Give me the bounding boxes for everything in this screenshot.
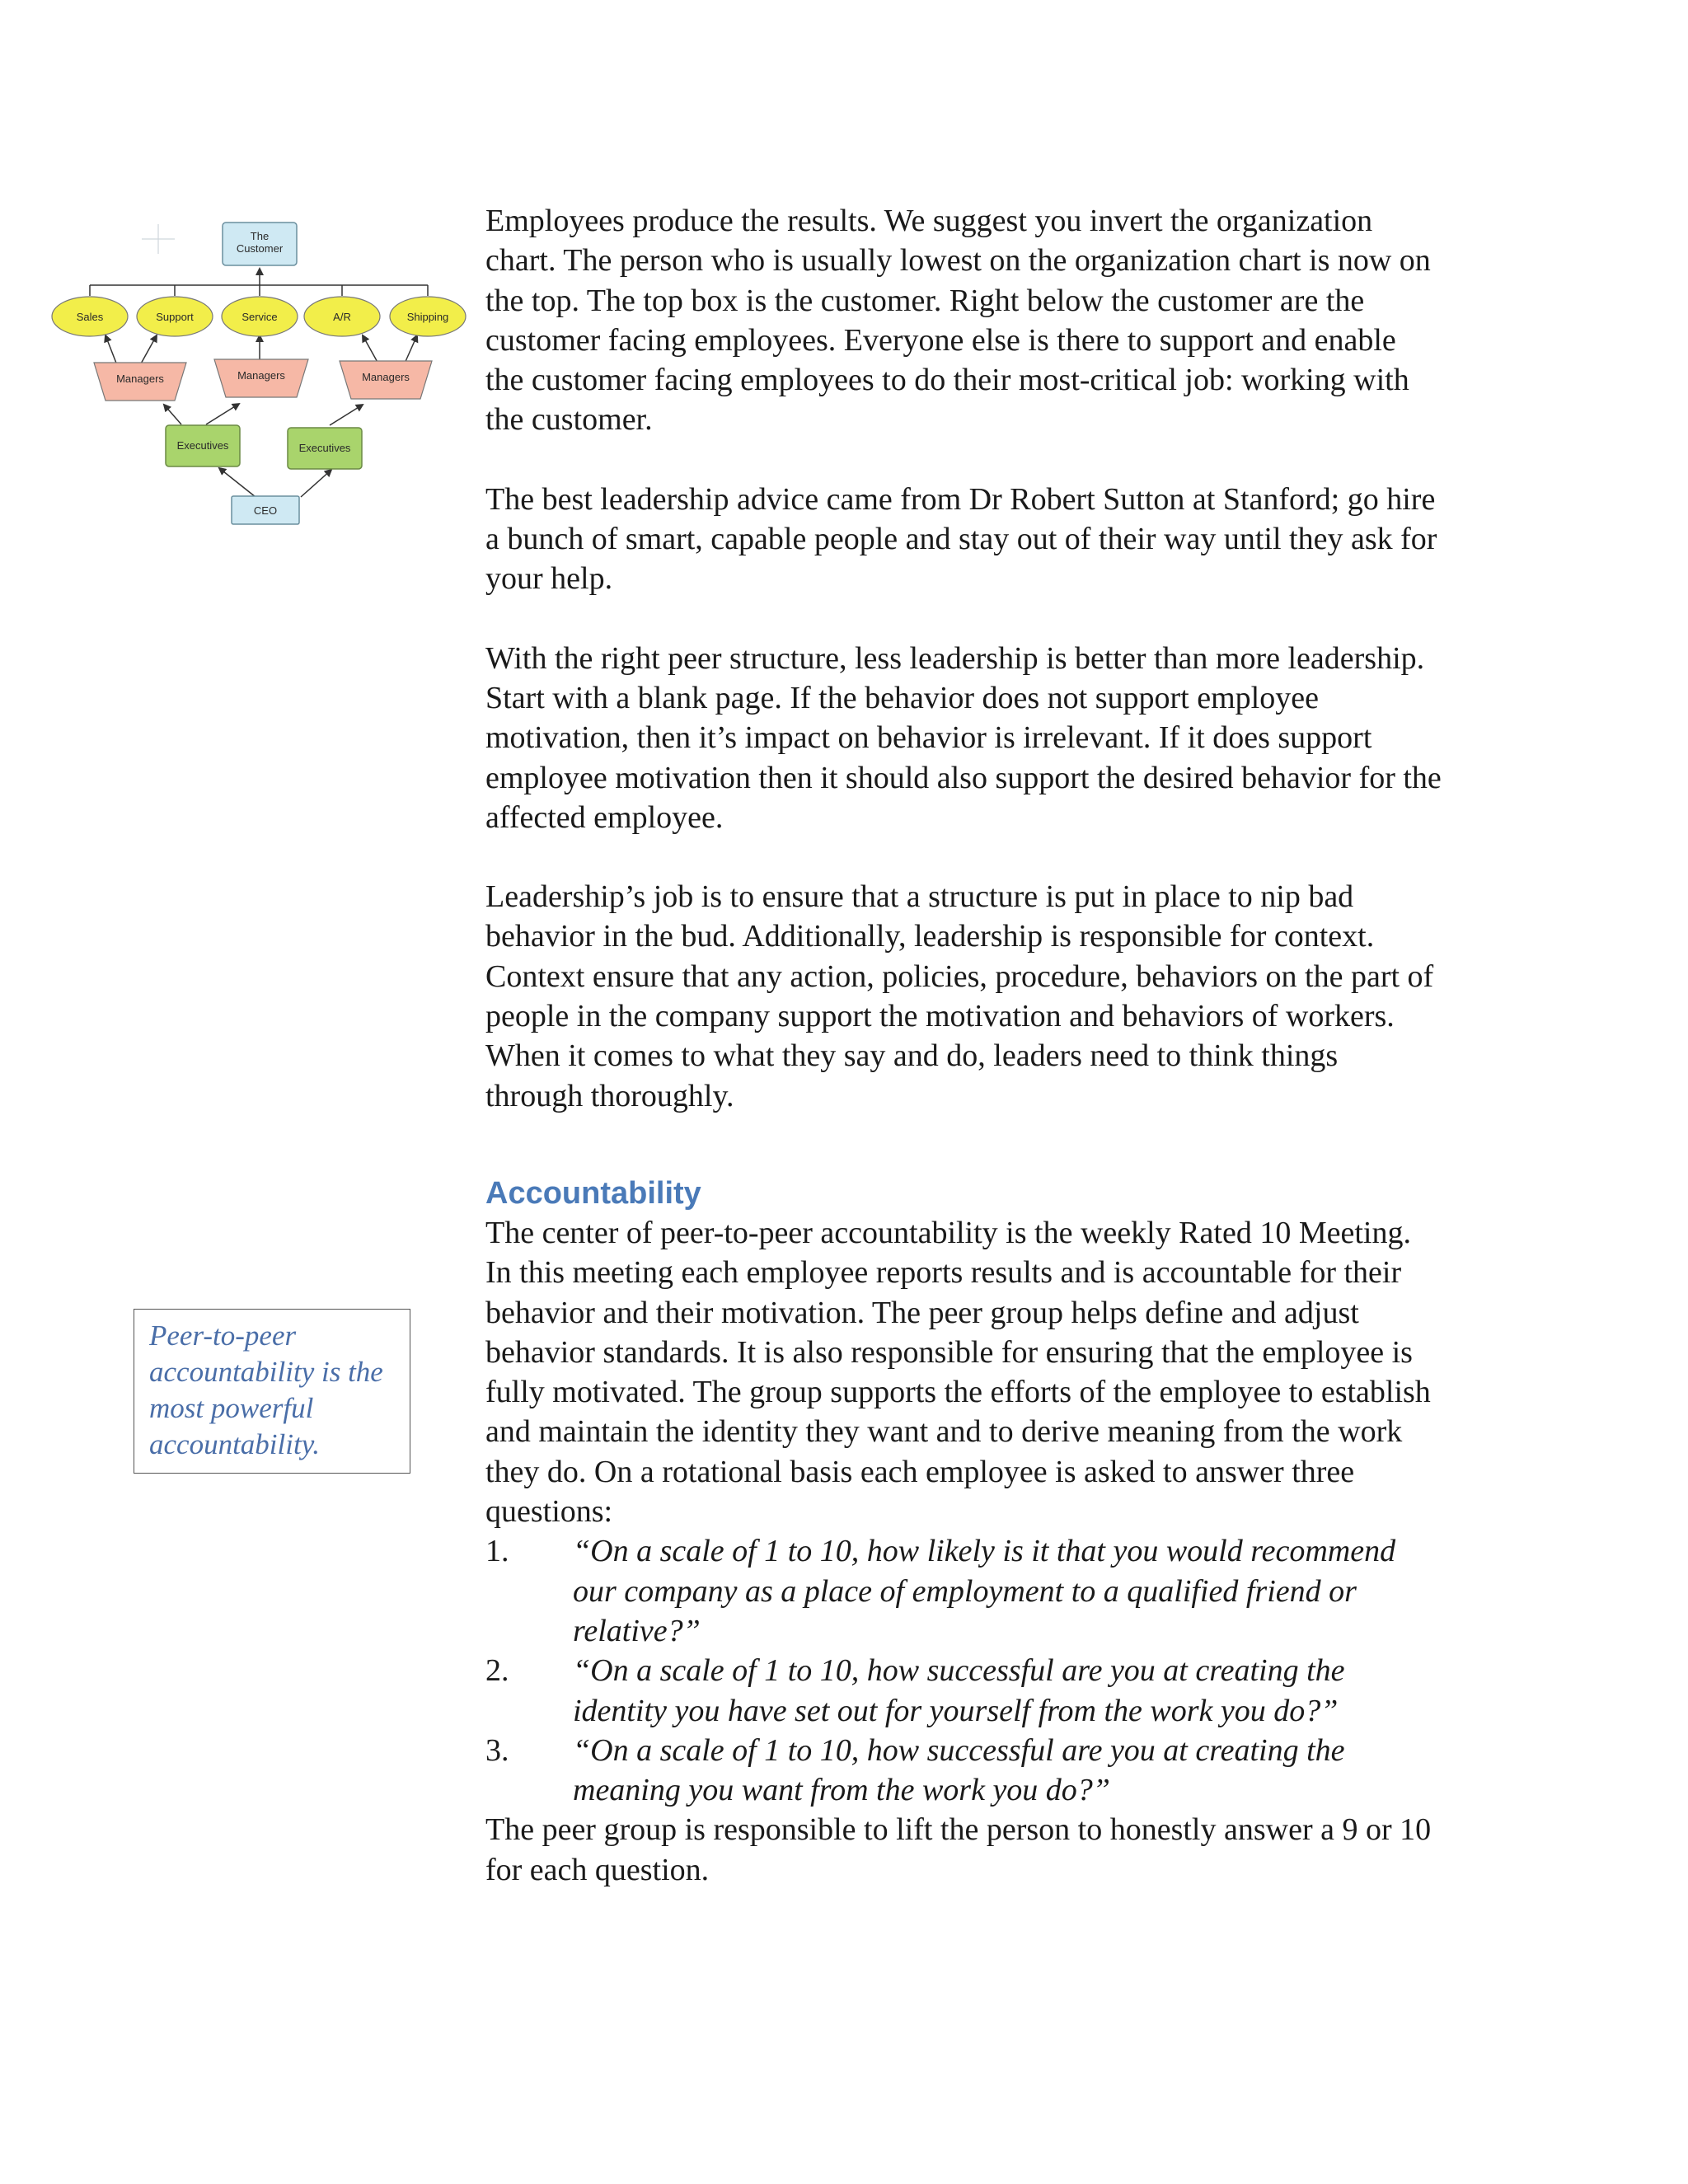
employee-node-ar	[304, 297, 380, 336]
executive-node-1	[166, 425, 240, 466]
svg-text:Executives: Executives	[176, 439, 229, 452]
employee-node-sales	[52, 297, 128, 336]
paragraph-inverted-org: Employees produce the results. We suggest you invert the organization chart. The person who is usually lowest on the organization chart is now on the top. The top box is the customer. Right below the customer are the customer facing employees. Everyone else is there to support and enable the customer facing employees to do their most-critical job: working with the customer.	[485, 204, 1431, 438]
svg-text:Support: Support	[156, 311, 194, 323]
question-item	[485, 1731, 1442, 1811]
svg-text:Executives: Executives	[298, 442, 351, 454]
executives-row	[166, 425, 362, 469]
svg-text:A/R: A/R	[333, 311, 351, 323]
employee-node-shipping	[390, 297, 466, 336]
paragraph-leadership-job: Leadership’s job is to ensure that a structure is put in place to nip bad behavior in the bud. Additionally, leadership is responsible for context. Context ensure that any action, policies, procedure, behaviors on the part of people in the company support the motivation and behaviors of workers. When it comes to what they say and do, leaders need to think things through thoroughly.	[485, 879, 1434, 1113]
question-text: “On a scale of 1 to 10, how likely is it that you would recommend our company as a place of employment to a qualified friend or relative?”	[573, 1534, 1396, 1648]
pull-quote-text: Peer-to-peer accountability is the most powerful accountability.	[149, 1319, 383, 1460]
main-content	[485, 201, 1442, 1890]
customer-label-line2: Customer	[236, 242, 284, 255]
svg-text:Managers: Managers	[237, 369, 285, 382]
executive-node-2	[288, 428, 362, 469]
employee-row	[52, 297, 466, 336]
question-text: “On a scale of 1 to 10, how successful are you at creating the identity you have set out for yourself from the work you do?”	[573, 1653, 1345, 1728]
question-list	[485, 1531, 1442, 1810]
paragraph-closing: The peer group is responsible to lift the person to honestly answer a 9 or 10 for each question.	[485, 1812, 1432, 1887]
paragraph-accountability-intro: The center of peer-to-peer accountability is the weekly Rated 10 Meeting. In this meeting each employee reports results and is accountable for their behavior and their motivation. The peer group helps define and adjust behavior standards. It is also responsible for ensuring that the employee is fully motivated. The group supports the efforts of the employee to establish and maintain the identity they want and to derive meaning from the work they do. On a rotational basis each employee is asked to answer three questions:	[485, 1215, 1431, 1530]
paragraph-leadership-advice: The best leadership advice came from Dr Robert Sutton at Stanford; go hire a bunch of smart, capable people and stay out of their way until they ask for your help.	[485, 481, 1437, 597]
employee-node-service	[222, 297, 298, 336]
svg-text:Shipping: Shipping	[406, 311, 449, 323]
question-number: 2.	[485, 1653, 509, 1689]
svg-text:Managers: Managers	[362, 371, 410, 383]
section-heading-accountability: Accountability	[485, 1175, 701, 1211]
managers-row	[94, 359, 432, 401]
sidebar-pull-quote	[134, 1309, 410, 1474]
crosshair-mark	[142, 224, 175, 254]
svg-text:Sales: Sales	[76, 311, 104, 323]
manager-node-2	[214, 359, 308, 397]
svg-text:Managers: Managers	[116, 373, 164, 385]
svg-text:Service: Service	[241, 311, 278, 323]
customer-box	[223, 223, 297, 265]
svg-text:CEO: CEO	[253, 504, 278, 517]
question-number: 1.	[485, 1534, 509, 1569]
question-item	[485, 1531, 1442, 1651]
question-number: 3.	[485, 1732, 509, 1768]
manager-node-1	[94, 363, 186, 401]
manager-node-3	[340, 361, 432, 399]
question-item	[485, 1651, 1442, 1731]
inverted-org-chart	[49, 206, 478, 536]
employee-node-support	[137, 297, 213, 336]
question-text: “On a scale of 1 to 10, how successful are you at creating the meaning you want from the work you do?”	[573, 1732, 1345, 1808]
ceo-box	[232, 496, 299, 524]
customer-label-line1: The	[250, 230, 270, 242]
org-chart-svg	[49, 206, 478, 536]
paragraph-peer-structure: With the right peer structure, less leadership is better than more leadership. Start with a blank page. If the behavior does not support employee motivation, then it’s impact on behavior is irrelevant. If it does support employee motivation then it should also support the desired behavior for the affected employee.	[485, 640, 1442, 835]
